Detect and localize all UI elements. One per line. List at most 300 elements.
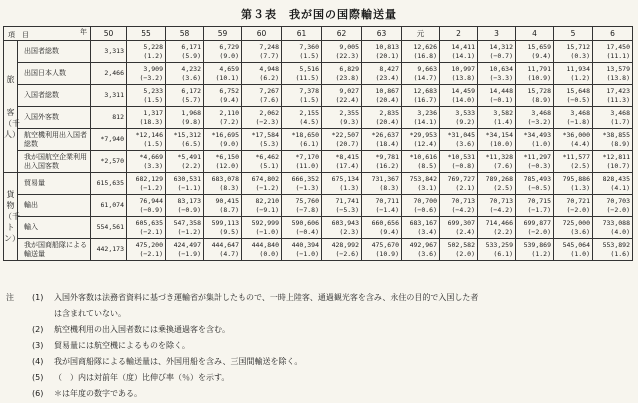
cell-growth: (3.3) — [143, 161, 163, 170]
data-cell — [322, 217, 362, 239]
cell-value: 10,634 — [489, 64, 513, 73]
cell-value: *10,531 — [447, 152, 475, 161]
cell-growth: (1.2) — [143, 51, 163, 60]
note-number: (2) — [32, 325, 44, 334]
data-cell — [478, 41, 516, 63]
cell-growth: (3.6) — [570, 227, 590, 236]
cell-value: *12,146 — [135, 130, 163, 139]
data-cell — [282, 195, 322, 217]
cell-value: 553,892 — [602, 240, 630, 249]
row-label: 航空機利用出入国者総数 — [18, 129, 91, 151]
cell-growth: (−0.9) — [139, 205, 163, 214]
data-cell — [204, 129, 242, 151]
cell-growth: (7.6) — [259, 95, 279, 104]
data-cell — [282, 107, 322, 129]
cell-value: 17,450 — [606, 42, 630, 51]
cell-value: 3,468 — [570, 108, 590, 117]
cell-value: 3,582 — [493, 108, 513, 117]
row-label: 入国外客数 — [18, 107, 91, 129]
cell-value: 10,867 — [375, 86, 399, 95]
cell-growth: (2.5) — [570, 161, 590, 170]
cell-growth: (20.4) — [375, 95, 399, 104]
cell-growth: (16.2) — [375, 161, 399, 170]
row-label: 輸入 — [18, 217, 91, 239]
transport-table — [3, 26, 633, 261]
cell-growth: (14.1) — [413, 117, 437, 126]
data-cell — [516, 173, 554, 195]
cell-growth: (−4.2) — [451, 205, 475, 214]
data-cell — [440, 85, 478, 107]
cell-value: 440,394 — [291, 240, 319, 249]
data-cell — [204, 151, 242, 173]
table-row — [4, 63, 633, 85]
cell-growth: (20.7) — [335, 139, 359, 148]
note-number: (5) — [32, 373, 44, 382]
data-cell — [362, 195, 402, 217]
cell-growth: (5.7) — [181, 95, 201, 104]
data-cell — [402, 217, 440, 239]
cell-value: 603,943 — [331, 218, 359, 227]
cell-growth: (3.6) — [417, 249, 437, 258]
cell-growth: (8.3) — [219, 183, 239, 192]
cell-growth: (7.2) — [219, 117, 239, 126]
cell-growth: (5.1) — [259, 161, 279, 170]
cell-value: 15,712 — [566, 42, 590, 51]
cell-value: *11,297 — [523, 152, 551, 161]
data-cell — [204, 107, 242, 129]
cell-growth: (−2.0) — [527, 227, 551, 236]
cell-growth: (4.5) — [299, 117, 319, 126]
cell-value: *9,781 — [375, 152, 399, 161]
cell-growth: (12.4) — [413, 139, 437, 148]
data-cell — [402, 107, 440, 129]
cell-value: *31,045 — [447, 130, 475, 139]
data-cell — [440, 239, 478, 261]
cell-growth: (10.1) — [215, 73, 239, 82]
note-continuation: は含まれていない。 — [54, 309, 126, 318]
cell-growth: (7.7) — [259, 51, 279, 60]
cell-growth: (6.2) — [259, 73, 279, 82]
data-cell — [282, 63, 322, 85]
cell-value: 475,200 — [135, 240, 163, 249]
cell-value: *34,493 — [523, 130, 551, 139]
cell-value: 795,886 — [562, 174, 590, 183]
data-cell — [402, 85, 440, 107]
data-cell — [127, 239, 166, 261]
cell-growth: (2.2) — [493, 227, 513, 236]
table-row — [4, 107, 633, 129]
data-cell — [362, 85, 402, 107]
note-head — [6, 322, 32, 338]
cell-value: 71,741 — [335, 196, 359, 205]
data-cell — [166, 151, 204, 173]
cell-growth: (4.0) — [610, 227, 630, 236]
data-cell — [362, 151, 402, 173]
cell-value: 502,582 — [447, 240, 475, 249]
cell-growth: (9.4) — [219, 95, 239, 104]
note-number: (6) — [32, 389, 44, 398]
cell-growth: (−1.7) — [527, 205, 551, 214]
cell-growth: (−2.0) — [566, 205, 590, 214]
cell-value: *38,855 — [602, 130, 630, 139]
cell-growth: (16.7) — [413, 95, 437, 104]
cell-growth: (20.4) — [375, 117, 399, 126]
cell-growth: (0.3) — [570, 51, 590, 60]
data-cell — [242, 41, 282, 63]
cell-growth: (10.0) — [489, 139, 513, 148]
note-line — [6, 290, 634, 306]
cell-growth: (2.3) — [339, 227, 359, 236]
cell-growth: (−2.6) — [335, 249, 359, 258]
data-cell — [402, 239, 440, 261]
cell-growth: (−1.0) — [255, 227, 279, 236]
year-header: 2 — [440, 27, 478, 41]
cell-value: 4,948 — [259, 64, 279, 73]
cell-value: 769,727 — [447, 174, 475, 183]
cell-growth: (−3.2) — [139, 73, 163, 82]
cell-value: 7,378 — [299, 86, 319, 95]
cell-value: 444,647 — [211, 240, 239, 249]
data-cell — [362, 239, 402, 261]
cell-growth: (−9.1) — [255, 205, 279, 214]
cell-growth: (9.4) — [379, 227, 399, 236]
cell-growth: (1.0) — [531, 139, 551, 148]
cell-value: 14,459 — [451, 86, 475, 95]
cell-value: 554,561 — [96, 223, 124, 231]
year-header: 62 — [322, 27, 362, 41]
cell-growth: (1.5) — [299, 51, 319, 60]
row-label: 我が国航空企業利用出入国客数 — [18, 151, 91, 173]
cell-growth: (−1.8) — [566, 117, 590, 126]
cell-value: 7,248 — [259, 42, 279, 51]
cell-value: 444,840 — [251, 240, 279, 249]
cell-growth: (14.1) — [451, 51, 475, 60]
year-header: 5 — [554, 27, 593, 41]
cell-growth: (9.0) — [219, 51, 239, 60]
cell-value: 15,728 — [527, 86, 551, 95]
data-cell — [91, 217, 127, 239]
cell-growth: (5.3) — [259, 139, 279, 148]
cell-value: 699,307 — [447, 218, 475, 227]
note-number: (1) — [32, 293, 44, 302]
cell-value: 674,802 — [251, 174, 279, 183]
cell-value: 15,648 — [566, 86, 590, 95]
cell-value: *4,669 — [139, 152, 163, 161]
cell-growth: (7.6) — [493, 161, 513, 170]
data-cell — [516, 195, 554, 217]
cell-growth: (4.1) — [610, 183, 630, 192]
cell-value: 725,000 — [562, 218, 590, 227]
cell-growth: (9.3) — [339, 117, 359, 126]
cell-value: *10,616 — [409, 152, 437, 161]
cell-value: 590,606 — [291, 218, 319, 227]
year-header: 55 — [127, 27, 166, 41]
cell-value: 492,967 — [409, 240, 437, 249]
cell-value: 70,721 — [566, 196, 590, 205]
data-cell — [554, 173, 593, 195]
cell-growth: (−0.6) — [413, 205, 437, 214]
table-title: 第３表 我が国の国際輸送量 — [241, 8, 397, 21]
data-cell — [282, 129, 322, 151]
data-cell — [127, 85, 166, 107]
cell-value: *16,695 — [211, 130, 239, 139]
cell-value: 8,427 — [379, 64, 399, 73]
cell-growth: (−5.3) — [335, 205, 359, 214]
data-cell — [593, 107, 633, 129]
cell-growth: (2.0) — [455, 249, 475, 258]
data-cell — [516, 217, 554, 239]
data-cell — [91, 41, 127, 63]
cell-growth: (−4.2) — [489, 205, 513, 214]
data-cell — [516, 107, 554, 129]
note-text: 貿易量には航空機によるものを除く。 — [54, 341, 190, 350]
cell-value: 11,934 — [566, 64, 590, 73]
cell-value: 9,663 — [417, 64, 437, 73]
cell-growth: (16.8) — [413, 51, 437, 60]
cell-growth: (0.0) — [259, 249, 279, 258]
cell-value: 1,317 — [143, 108, 163, 117]
cell-value: 11,791 — [527, 64, 551, 73]
data-cell — [282, 85, 322, 107]
table-row — [4, 217, 633, 239]
data-cell — [554, 129, 593, 151]
data-cell — [322, 173, 362, 195]
data-cell — [593, 151, 633, 173]
cell-growth: (23.8) — [335, 73, 359, 82]
data-cell — [242, 107, 282, 129]
cell-growth: (1.5) — [299, 95, 319, 104]
data-cell — [282, 173, 322, 195]
data-cell — [362, 63, 402, 85]
data-cell — [91, 63, 127, 85]
data-cell — [593, 195, 633, 217]
data-cell — [204, 85, 242, 107]
cell-value: 533,259 — [485, 240, 513, 249]
cell-value: 789,268 — [485, 174, 513, 183]
data-cell — [322, 151, 362, 173]
data-cell — [242, 129, 282, 151]
cell-value: 6,171 — [181, 42, 201, 51]
cell-growth: (−3.3) — [489, 73, 513, 82]
data-cell — [322, 63, 362, 85]
cell-growth: (−1.0) — [295, 249, 319, 258]
data-cell — [516, 151, 554, 173]
row-label: 入国者総数 — [18, 85, 91, 107]
data-cell — [166, 85, 204, 107]
cell-value: 3,468 — [610, 108, 630, 117]
data-cell — [516, 129, 554, 151]
cell-value: *6,462 — [255, 152, 279, 161]
cell-value: 5,516 — [299, 64, 319, 73]
cell-growth: (3.6) — [455, 139, 475, 148]
data-cell — [204, 239, 242, 261]
data-cell — [282, 239, 322, 261]
cell-value: 683,167 — [409, 218, 437, 227]
row-label: 出国者総数 — [18, 41, 91, 63]
cell-growth: (−0.9) — [177, 205, 201, 214]
data-cell — [554, 217, 593, 239]
data-cell — [593, 239, 633, 261]
note-text: ＊は年度の数字である。 — [54, 389, 142, 398]
cell-value: 1,968 — [181, 108, 201, 117]
data-cell — [402, 151, 440, 173]
data-cell — [166, 173, 204, 195]
data-cell — [440, 173, 478, 195]
cell-growth: (−1.2) — [139, 183, 163, 192]
cell-growth: (18.3) — [139, 117, 163, 126]
cell-growth: (12.0) — [215, 161, 239, 170]
data-cell — [516, 85, 554, 107]
cell-growth: (8.9) — [610, 139, 630, 148]
cell-growth: (10.7) — [606, 161, 630, 170]
cell-value: 90,415 — [215, 196, 239, 205]
cell-growth: (11.0) — [295, 161, 319, 170]
cell-growth: (−1.3) — [295, 183, 319, 192]
cell-value: 17,423 — [606, 86, 630, 95]
cell-growth: (−0.3) — [527, 161, 551, 170]
cell-growth: (−7.8) — [295, 205, 319, 214]
cell-growth: (3.6) — [181, 73, 201, 82]
group-label: 旅 客 （千人） — [4, 41, 18, 173]
cell-value: 61,074 — [100, 201, 124, 209]
cell-value: 14,411 — [451, 42, 475, 51]
data-cell — [204, 217, 242, 239]
cell-growth: (4.7) — [219, 249, 239, 258]
cell-growth: (−2.3) — [255, 117, 279, 126]
cell-value: 9,027 — [339, 86, 359, 95]
cell-value: 6,752 — [219, 86, 239, 95]
cell-value: 3,533 — [455, 108, 475, 117]
cell-growth: (−0.4) — [295, 227, 319, 236]
cell-growth: (14.0) — [451, 95, 475, 104]
data-cell — [593, 173, 633, 195]
note-text: 入国外客数は法務省資料に基づき運輸省が集計したもので、一時上陸客、通過観光客を含み、永住の目的で入国した者 — [54, 293, 479, 302]
data-cell — [362, 107, 402, 129]
cell-growth: (11.3) — [606, 95, 630, 104]
cell-value: *6,150 — [215, 152, 239, 161]
cell-value: 475,670 — [371, 240, 399, 249]
data-cell — [282, 217, 322, 239]
cell-growth: (−1.9) — [177, 249, 201, 258]
data-cell — [242, 63, 282, 85]
cell-value: 699,877 — [523, 218, 551, 227]
table-row — [4, 195, 633, 217]
cell-growth: (−0.5) — [527, 183, 551, 192]
cell-growth: (13.8) — [606, 73, 630, 82]
note-head — [6, 354, 32, 370]
data-cell — [554, 195, 593, 217]
table-row — [4, 41, 633, 63]
group-label: 貨 物 （千トン） — [4, 173, 18, 261]
data-cell — [322, 85, 362, 107]
cell-value: 599,113 — [211, 218, 239, 227]
cell-growth: (5.9) — [181, 51, 201, 60]
cell-value: 785,493 — [523, 174, 551, 183]
cell-growth: (1.3) — [339, 183, 359, 192]
data-cell — [362, 41, 402, 63]
cell-value: 76,944 — [139, 196, 163, 205]
cell-value: *26,637 — [371, 130, 399, 139]
data-cell — [127, 107, 166, 129]
cell-value: 9,005 — [339, 42, 359, 51]
cell-value: 70,713 — [451, 196, 475, 205]
note-number: (3) — [32, 341, 44, 350]
data-cell — [242, 195, 282, 217]
cell-growth: (14.7) — [413, 73, 437, 82]
data-cell — [554, 41, 593, 63]
data-cell — [204, 41, 242, 63]
data-cell — [242, 151, 282, 173]
cell-growth: (−1.4) — [375, 205, 399, 214]
cell-growth: (8.3) — [379, 183, 399, 192]
year-header: 63 — [362, 27, 402, 41]
row-label: 輸出 — [18, 195, 91, 217]
cell-growth: (13.8) — [451, 73, 475, 82]
cell-value: 3,313 — [104, 47, 124, 55]
data-cell — [440, 151, 478, 173]
cell-value: 7,267 — [259, 86, 279, 95]
data-cell — [166, 217, 204, 239]
cell-value: 666,352 — [291, 174, 319, 183]
data-cell — [91, 151, 127, 173]
cell-value: 733,088 — [602, 218, 630, 227]
data-cell — [593, 217, 633, 239]
data-cell — [322, 41, 362, 63]
data-cell — [478, 129, 516, 151]
cell-value: 6,729 — [219, 42, 239, 51]
data-cell — [242, 217, 282, 239]
cell-growth: (6.5) — [181, 139, 201, 148]
note-line — [6, 322, 634, 338]
cell-value: 539,869 — [523, 240, 551, 249]
data-cell — [478, 239, 516, 261]
cell-value: 3,311 — [104, 91, 124, 99]
cell-value: 6,172 — [181, 86, 201, 95]
cell-value: *8,415 — [335, 152, 359, 161]
cell-growth: (20.1) — [375, 51, 399, 60]
note-line — [6, 386, 634, 402]
cell-growth: (11.5) — [295, 73, 319, 82]
cell-value: 2,110 — [219, 108, 239, 117]
cell-value: 70,703 — [606, 196, 630, 205]
cell-value: *22,507 — [331, 130, 359, 139]
cell-value: 660,656 — [371, 218, 399, 227]
data-cell — [166, 41, 204, 63]
data-cell — [516, 63, 554, 85]
data-cell — [127, 41, 166, 63]
cell-value: 5,228 — [143, 42, 163, 51]
data-cell — [282, 41, 322, 63]
cell-growth: (−0.8) — [451, 161, 475, 170]
cell-growth: (18.4) — [375, 139, 399, 148]
cell-value: 675,134 — [331, 174, 359, 183]
cell-value: 13,579 — [606, 64, 630, 73]
note-number: (4) — [32, 357, 44, 366]
cell-value: *11,577 — [562, 152, 590, 161]
note-line — [6, 354, 634, 370]
cell-growth: (3.4) — [417, 227, 437, 236]
cell-growth: (9.2) — [455, 117, 475, 126]
table-row — [4, 173, 633, 195]
cell-growth: (1.5) — [143, 139, 163, 148]
cell-growth: (−1.2) — [255, 183, 279, 192]
data-cell — [362, 129, 402, 151]
data-cell — [166, 107, 204, 129]
data-cell — [478, 195, 516, 217]
cell-growth: (9.0) — [219, 139, 239, 148]
data-cell — [127, 195, 166, 217]
cell-growth: (9.8) — [181, 117, 201, 126]
